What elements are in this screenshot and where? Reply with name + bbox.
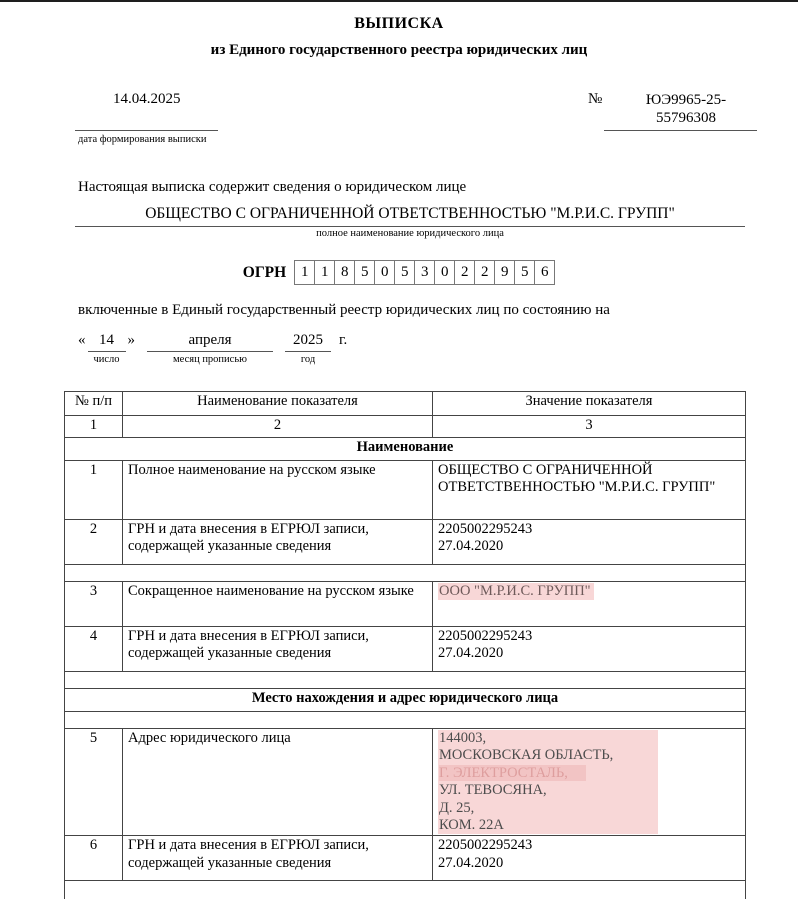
spacer-row <box>65 712 746 729</box>
table-row <box>65 582 746 627</box>
row-value: ОБЩЕСТВО С ОГРАНИЧЕННОЙ ОТВЕТСТВЕННОСТЬЮ "М.Р.И.С. ГРУПП" <box>433 461 746 520</box>
status-date-year: 2025 <box>285 331 331 352</box>
row-num: 2 <box>65 520 123 565</box>
extract-number <box>612 91 760 127</box>
row-name: ГРН и дата внесения в ЕГРЮЛ записи, содержащей указанные сведения <box>123 627 433 672</box>
row-value <box>433 520 746 565</box>
grn-date: 27.04.2020 <box>438 538 504 555</box>
ogrn-digit-boxes <box>295 260 555 285</box>
col-number-3: 3 <box>433 416 746 438</box>
header-name: Наименование показателя <box>123 392 433 416</box>
row-num: 4 <box>65 627 123 672</box>
spacer-row <box>65 672 746 689</box>
address-line: Д. 25, <box>439 799 475 816</box>
ogrn-digit: 9 <box>494 260 515 285</box>
intro-line: Настоящая выписка содержит сведения о юридическом лице <box>78 179 467 195</box>
grn-value: 2205002295243 <box>438 521 533 537</box>
included-line: включенные в Единый государственный реестр юридических лиц по состоянию на <box>78 302 610 318</box>
month-label: месяц прописью <box>173 354 247 365</box>
ogrn-digit: 1 <box>314 260 335 285</box>
open-quote: « <box>78 332 86 348</box>
registry-table <box>64 391 746 899</box>
row-num: 5 <box>65 729 123 836</box>
formation-date: 14.04.2025 <box>113 91 181 107</box>
grn-date: 27.04.2020 <box>438 645 504 662</box>
col-number-2: 2 <box>123 416 433 438</box>
ogrn-digit: 0 <box>434 260 455 285</box>
ogrn-digit: 1 <box>294 260 315 285</box>
grn-value: 2205002295243 <box>438 628 533 644</box>
ogrn-digit: 3 <box>414 260 435 285</box>
status-date-day: 14 <box>88 331 126 352</box>
table-row <box>65 627 746 672</box>
ogrn-digit: 5 <box>514 260 535 285</box>
spacer-row <box>65 881 746 899</box>
row-num: 3 <box>65 582 123 627</box>
ogrn-digit: 0 <box>374 260 395 285</box>
header-num: № п/п <box>65 392 123 416</box>
row-value <box>433 582 746 627</box>
status-date-month-seg <box>147 331 273 365</box>
row-name: ГРН и дата внесения в ЕГРЮЛ записи, содержащей указанные сведения <box>123 836 433 881</box>
row-value <box>433 627 746 672</box>
address-line: КОМ. 22А <box>439 816 504 833</box>
row-num: 1 <box>65 461 123 520</box>
company-name-wrap <box>75 205 745 227</box>
doc-subtitle: из Единого государственного реестра юридических лиц <box>210 42 588 58</box>
ogrn-digit: 2 <box>474 260 495 285</box>
extract-number-line2: 55796308 <box>656 110 716 126</box>
doc-title: ВЫПИСКА <box>354 15 444 32</box>
section-title: Место нахождения и адрес юридического лица <box>65 689 746 712</box>
row-num: 6 <box>65 836 123 881</box>
year-suffix: г. <box>339 332 348 348</box>
section-header-address <box>65 689 746 712</box>
header-value: Значение показателя <box>433 392 746 416</box>
table-header-row <box>65 392 746 416</box>
row-name: Адрес юридического лица <box>123 729 433 836</box>
row-name: ГРН и дата внесения в ЕГРЮЛ записи, содержащей указанные сведения <box>123 520 433 565</box>
row-value <box>433 729 746 836</box>
table-row <box>65 520 746 565</box>
company-full-name-label: полное наименование юридического лица <box>316 228 504 239</box>
ogrn-digit: 5 <box>354 260 375 285</box>
ogrn-digit: 8 <box>334 260 355 285</box>
column-numbers-row <box>65 416 746 438</box>
year-label: год <box>300 354 316 365</box>
formation-date-underline <box>75 130 218 131</box>
extract-number-line1: ЮЭ9965-25- <box>645 92 727 108</box>
number-sign: № <box>588 91 603 107</box>
status-date-row <box>78 331 798 365</box>
ogrn-row <box>0 260 798 285</box>
address-line: УЛ. ТЕВОСЯНА, <box>439 782 547 799</box>
table-row <box>65 729 746 836</box>
ogrn-label: ОГРН <box>242 263 287 281</box>
status-date-year-seg <box>285 331 331 365</box>
ogrn-digit: 5 <box>394 260 415 285</box>
section-header-name <box>65 438 746 461</box>
extract-number-underline <box>604 130 757 131</box>
address-line: 144003, <box>439 730 487 746</box>
row-name: Сокращенное наименование на русском языке <box>123 582 433 627</box>
col-number-1: 1 <box>65 416 123 438</box>
section-title: Наименование <box>65 438 746 461</box>
highlighted-short-name: ООО "М.Р.И.С. ГРУПП" <box>438 583 594 600</box>
address-line: МОСКОВСКАЯ ОБЛАСТЬ, <box>439 747 614 764</box>
grn-date: 27.04.2020 <box>438 854 504 871</box>
row-name: Полное наименование на русском языке <box>123 461 433 520</box>
row-value <box>433 836 746 881</box>
status-date-month: апреля <box>147 331 273 352</box>
address-line <box>439 765 658 782</box>
day-label: число <box>93 354 120 365</box>
ogrn-digit: 2 <box>454 260 475 285</box>
formation-date-label: дата формирования выписки <box>78 134 207 145</box>
table-row <box>65 461 746 520</box>
table-row <box>65 836 746 881</box>
meta-row <box>0 89 798 161</box>
company-full-name: ОБЩЕСТВО С ОГРАНИЧЕННОЙ ОТВЕТСТВЕННОСТЬЮ "М.Р.И.С. ГРУПП" <box>145 205 675 222</box>
highlighted-address-block <box>438 730 658 834</box>
ogrn-digit: 6 <box>534 260 555 285</box>
address-line-city-highlight: Г. ЭЛЕКТРОСТАЛЬ, <box>439 765 586 781</box>
close-quote: » <box>127 332 135 348</box>
spacer-row <box>65 565 746 582</box>
status-date-day-seg <box>88 331 126 365</box>
grn-value: 2205002295243 <box>438 837 533 854</box>
